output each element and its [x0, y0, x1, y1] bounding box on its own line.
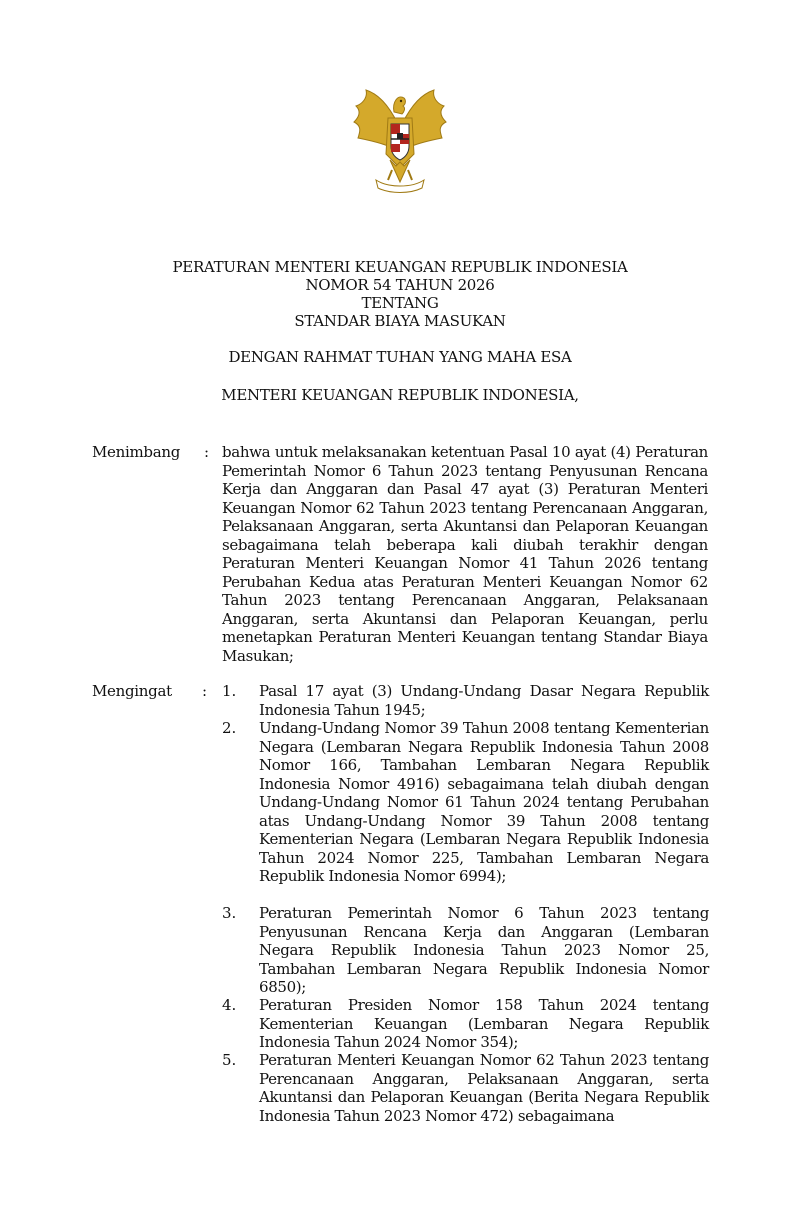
mengingat-item-number: 5. — [222, 1051, 237, 1069]
menimbang-label: Menimbang — [92, 443, 181, 461]
menimbang-colon: : — [204, 443, 210, 461]
regulation-number: NOMOR 54 TAHUN 2026 — [305, 276, 495, 294]
garuda-emblem-icon — [348, 84, 452, 196]
mengingat-item-number: 4. — [222, 996, 237, 1014]
invocation-line: DENGAN RAHMAT TUHAN YANG MAHA ESA — [228, 348, 572, 366]
mengingat-item-text: Undang-Undang Nomor 39 Tahun 2008 tentang Kementerian Negara (Lembaran Negara Republik Indonesia Tahun 2008 Nomor 166, Tambahan Lembaran Negara Republik Indonesia Nomor 4916) sebagaimana telah diubah dengan Undang-Undang Nomor 61 Tahun 2024 tentang Perubahan atas Undang-Undang Nomor 39 Tahun 2008 tentang Kementerian Negara (Lembaran Negara Republik Indonesia Tahun 2024 Nomor 225, Tambahan Lembaran Negara Republik Indonesia Nomor 6994); — [259, 719, 709, 885]
mengingat-item-text: Pasal 17 ayat (3) Undang-Undang Dasar Negara Republik Indonesia Tahun 1945; — [259, 682, 709, 719]
mengingat-item-number: 1. — [222, 682, 237, 700]
mengingat-label: Mengingat — [92, 682, 172, 700]
mengingat-item-number: 2. — [222, 719, 237, 737]
regulation-title: PERATURAN MENTERI KEUANGAN REPUBLIK INDONESIA — [172, 258, 628, 276]
menimbang-text: bahwa untuk melaksanakan ketentuan Pasal 10 ayat (4) Peraturan Pemerintah Nomor 6 Tahun 2023 tentang Penyusunan Rencana Kerja dan Anggaran dan Pasal 47 ayat (3) Peraturan Menteri Keuangan Nomor 62 Tahun 2023 tentang Perencanaan Anggaran, Pelaksanaan Anggaran, serta Akuntansi dan Pelaporan Keuangan sebagaimana telah beberapa kali diubah terakhir dengan Peraturan Menteri Keuangan Nomor 41 Tahun 2026 tentang Perubahan Kedua atas Peraturan Menteri Keuangan Nomor 62 Tahun 2023 tentang Perencanaan Anggaran, Pelaksanaan Anggaran, serta Akuntansi dan Pelaporan Keuangan, perlu menetapkan Peraturan Menteri Keuangan tentang Standar Biaya Masukan; — [222, 443, 708, 665]
mengingat-item-text: Peraturan Presiden Nomor 158 Tahun 2024 tentang Kementerian Keuangan (Lembaran Negara Republik Indonesia Tahun 2024 Nomor 354); — [259, 996, 709, 1051]
mengingat-item-number: 3. — [222, 904, 237, 922]
regulation-tentang: TENTANG — [361, 294, 439, 312]
mengingat-item-text: Peraturan Menteri Keuangan Nomor 62 Tahun 2023 tentang Perencanaan Anggaran, Pelaksanaan Anggaran, serta Akuntansi dan Pelaporan Keuangan (Berita Negara Republik Indonesia Tahun 2023 Nomor 472) sebagaimana — [259, 1051, 709, 1125]
mengingat-item-text: Peraturan Pemerintah Nomor 6 Tahun 2023 tentang Penyusunan Rencana Kerja dan Anggaran (Lembaran Negara Republik Indonesia Tahun 2023 Nomor 25, Tambahan Lembaran Negara Republik Indonesia Nomor 6850); — [259, 904, 709, 996]
regulation-subject: STANDAR BIAYA MASUKAN — [294, 312, 506, 330]
mengingat-colon: : — [202, 682, 208, 700]
minister-line: MENTERI KEUANGAN REPUBLIK INDONESIA, — [221, 386, 579, 404]
